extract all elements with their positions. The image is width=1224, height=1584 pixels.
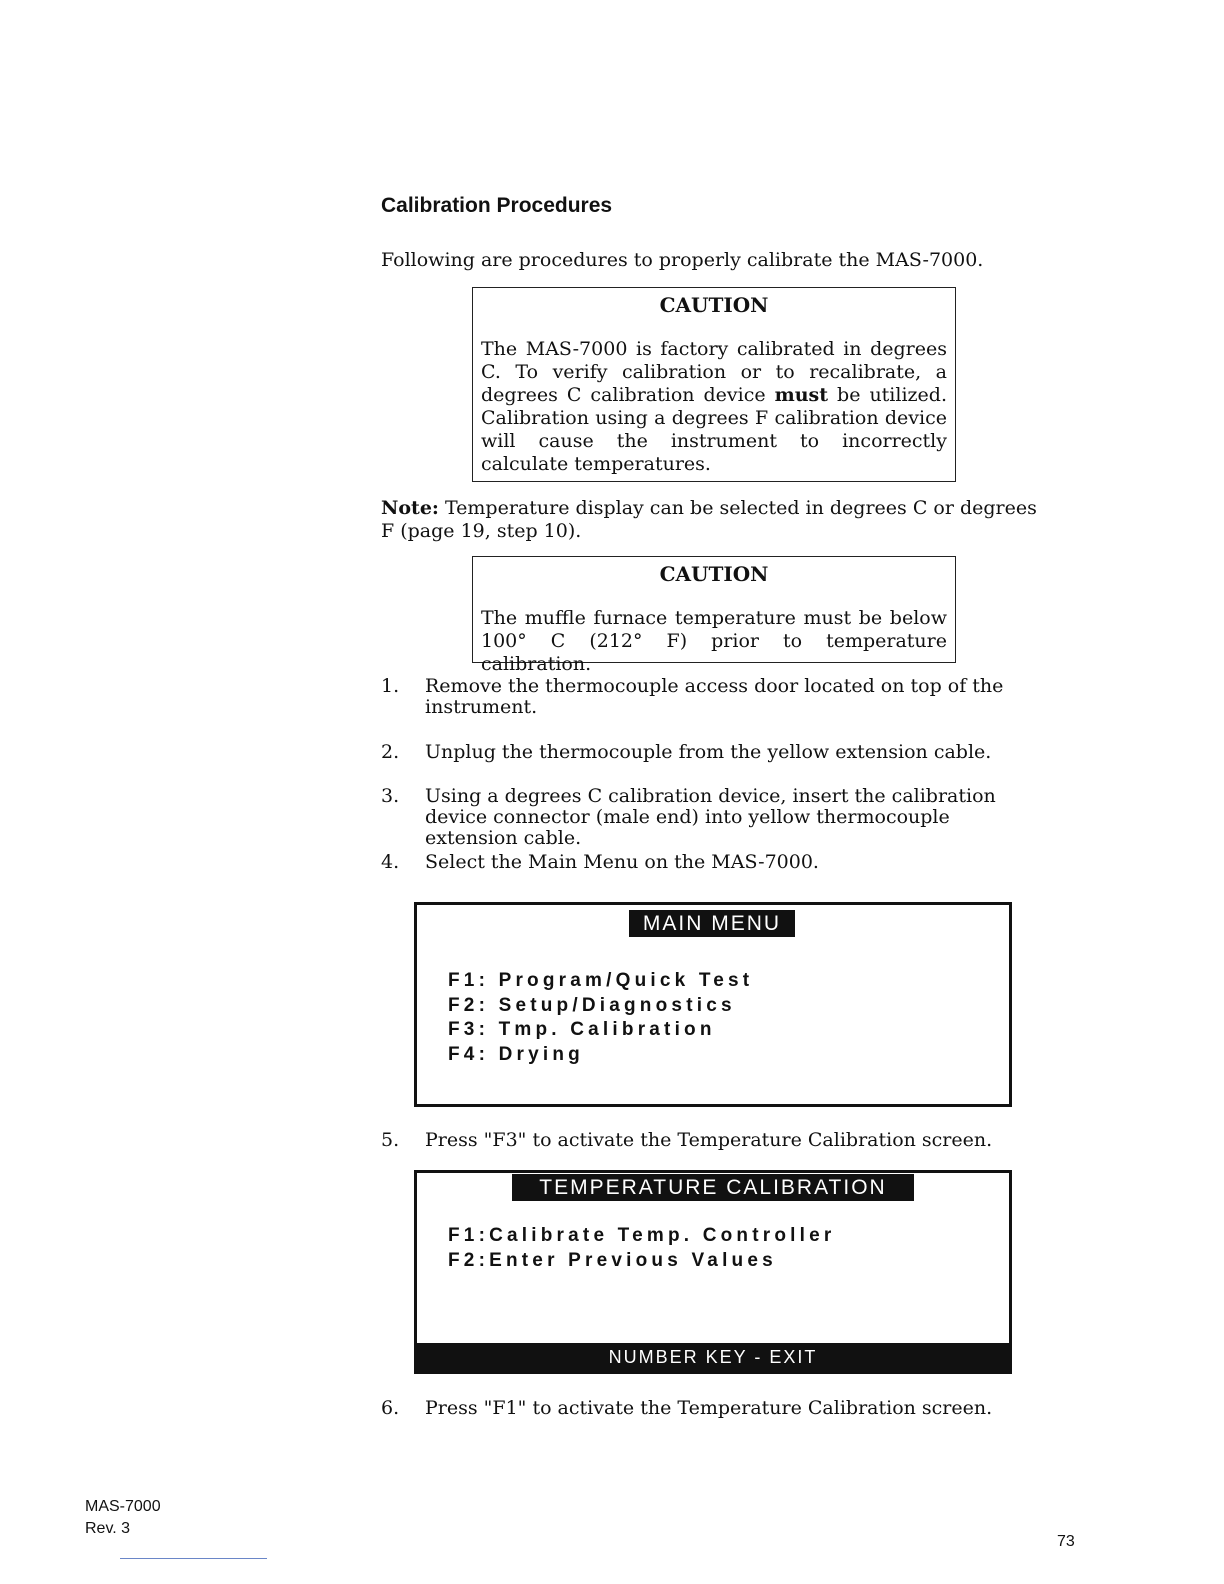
step-number: 5. [381,1129,400,1151]
step-text: Using a degrees C calibration device, insert the calibration device connector (male end) into yellow thermocouple extension cable. [425,785,996,849]
step-number: 3. [381,785,400,807]
menu-item: F3: Tmp. Calibration [448,1019,716,1040]
page-number: 73 [1057,1533,1075,1550]
temp-cal-footer-bar: NUMBER KEY - EXIT [417,1343,1009,1371]
caution-box-temperature [472,556,956,675]
footer-divider [120,1558,267,1559]
temp-cal-title: TEMPERATURE CALIBRATION [512,1174,914,1201]
caution-body: The muffle furnace temperature must be below 100° C (212° F) prior to temperature calibration. [481,607,947,675]
caution-body: The MAS-7000 is factory calibrated in degrees C. To verify calibration or to recalibrate, a degrees C calibration device must be utilized. Calibration using a degrees F calibration device will cause the instrument to incorrectly calculate temperatures. [481,338,947,475]
step-number: 4. [381,851,400,873]
step-text: Unplug the thermocouple from the yellow extension cable. [425,741,992,763]
menu-item: F2:Enter Previous Values [448,1249,777,1271]
step-text: Select the Main Menu on the MAS-7000. [425,851,819,873]
emphasis-must: must [774,384,829,406]
step-number: 2. [381,741,400,763]
note-paragraph [381,497,1041,543]
step-text: Remove the thermocouple access door located on top of the instrument. [425,675,1004,718]
caution-title: CAUTION [659,562,769,586]
caution-box-calibration [472,287,956,482]
intro-paragraph: Following are procedures to properly calibrate the MAS-7000. [381,249,984,271]
note-label: Note: [381,497,439,519]
footer-revision: Rev. 3 [85,1520,131,1537]
caution-title: CAUTION [659,293,769,317]
main-menu-screen [414,902,1012,1107]
menu-item: F1:Calibrate Temp. Controller [448,1225,836,1246]
step-text: Press "F3" to activate the Temperature Calibration screen. [425,1129,993,1151]
menu-item: F2: Setup/Diagnostics [448,994,736,1016]
main-menu-title: MAIN MENU [629,910,795,937]
menu-item: F4: Drying [448,1043,584,1065]
menu-item: F1: Program/Quick Test [448,970,754,991]
main-menu-list [448,969,753,1067]
step-number: 1. [381,675,400,697]
footer-model: MAS-7000 [85,1498,161,1515]
temperature-calibration-screen [414,1170,1012,1374]
step-number: 6. [381,1397,400,1419]
step-text: Press "F1" to activate the Temperature Calibration screen. [425,1397,993,1419]
section-heading: Calibration Procedures [381,194,613,217]
temp-cal-list [448,1224,836,1273]
note-text: Temperature display can be selected in degrees C or degrees F (page 19, step 10). [381,497,1037,542]
footer-left [85,1496,161,1540]
